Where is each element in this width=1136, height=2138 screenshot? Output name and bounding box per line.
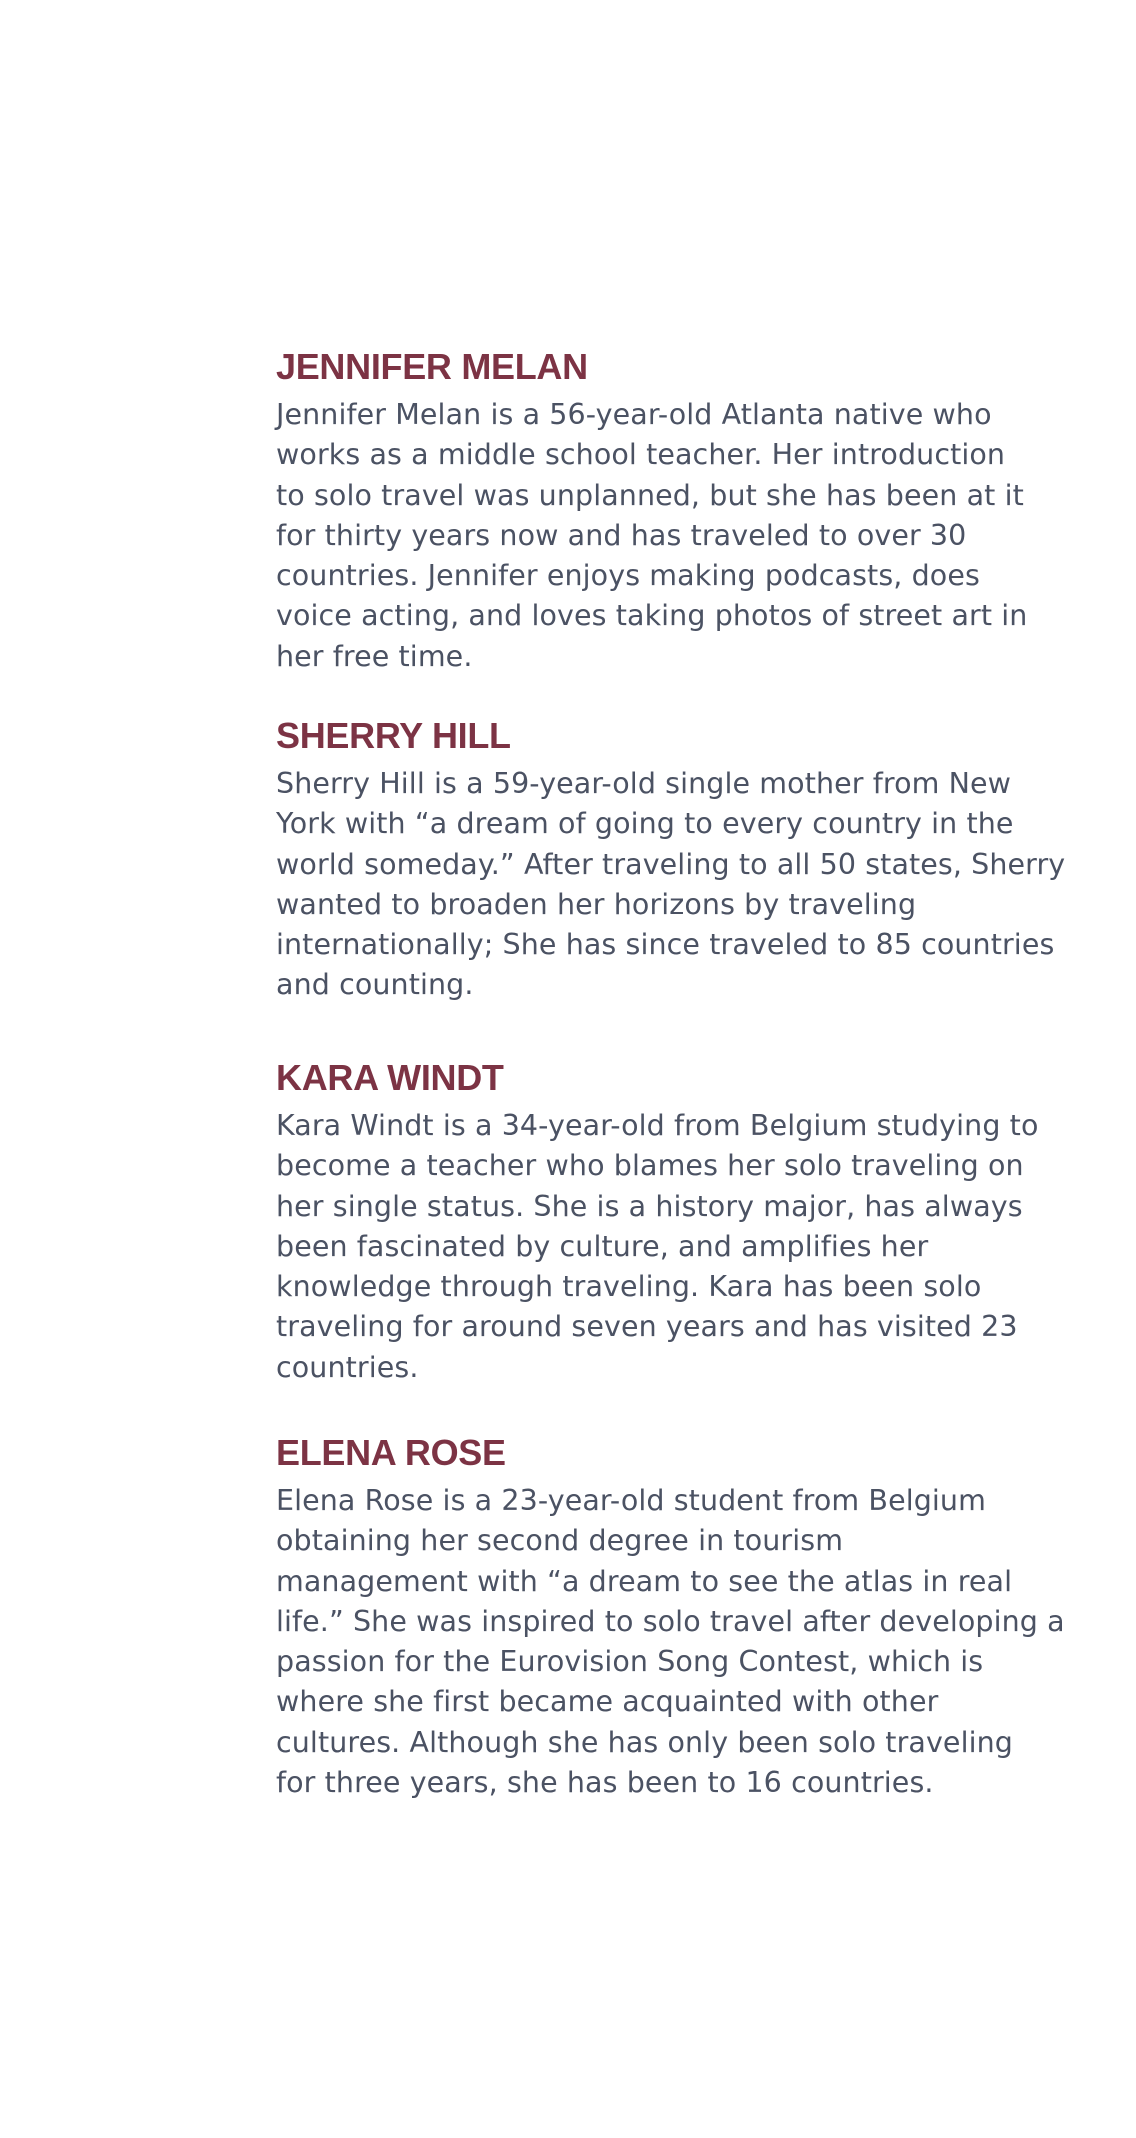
profile-name: SHERRY HILL [276,715,511,756]
bio-line: her free time. [276,639,473,673]
bio-line: become a teacher who blames her solo traveling on [276,1149,1024,1183]
profile-jennifer-melan [276,345,1027,677]
bio-line: where she first became acquainted with other [276,1685,939,1719]
bio-line: traveling for around seven years and has visited 23 [276,1310,1018,1344]
bio-line: countries. [276,1350,419,1384]
profile-sherry-hill [276,714,1065,1006]
bio-line: obtaining her second degree in tourism [276,1524,844,1558]
bio-line: knowledge through traveling. Kara has been solo [276,1270,982,1304]
bio-line: works as a middle school teacher. Her introduction [276,438,1006,472]
bio-line: for three years, she has been to 16 countries. [276,1766,934,1800]
bio-line: for thirty years now and has traveled to over 30 [276,518,967,552]
profile-bio [276,1481,1065,1803]
bio-line: life.” She was inspired to solo travel after developing a [276,1604,1065,1638]
bio-line: to solo travel was unplanned, but she has been at it [276,478,1024,512]
bio-line: and counting. [276,968,474,1002]
profile-name: KARA WINDT [276,1057,504,1098]
profile-elena-rose [276,1431,1065,1803]
bio-line: been fascinated by culture, and amplifies her [276,1229,929,1263]
bio-line: passion for the Eurovision Song Contest, which is [276,1645,984,1679]
bio-line: Jennifer Melan is a 56-year-old Atlanta native who [276,398,992,431]
bio-line: Kara Windt is a 34-year-old from Belgium studying to [276,1109,1039,1142]
bio-line: voice acting, and loves taking photos of street art in [276,599,1028,633]
profile-bio [276,1106,1039,1388]
bio-line: management with “a dream to see the atlas in real [276,1564,1013,1598]
bio-line: world someday.” After traveling to all 50 states, Sherry [276,847,1066,881]
bio-line: countries. Jennifer enjoys making podcasts, does [276,559,980,593]
bio-line: her single status. She is a history major, has always [276,1189,1023,1223]
bio-line: Elena Rose is a 23-year-old student from Belgium [276,1484,986,1517]
profile-name: JENNIFER MELAN [276,346,588,387]
profile-name: ELENA ROSE [276,1432,506,1473]
bio-line: internationally; She has since traveled to 85 countries [276,928,1055,962]
profile-bio [276,764,1065,1006]
profile-bio [276,395,1027,677]
bio-line: Sherry Hill is a 59-year-old single mother from New [276,767,1012,800]
bio-line: York with “a dream of going to every country in the [276,807,1014,841]
profile-kara-windt [276,1056,1039,1388]
bio-line: cultures. Although she has only been solo traveling [276,1725,1013,1759]
bio-line: wanted to broaden her horizons by traveling [276,887,917,921]
